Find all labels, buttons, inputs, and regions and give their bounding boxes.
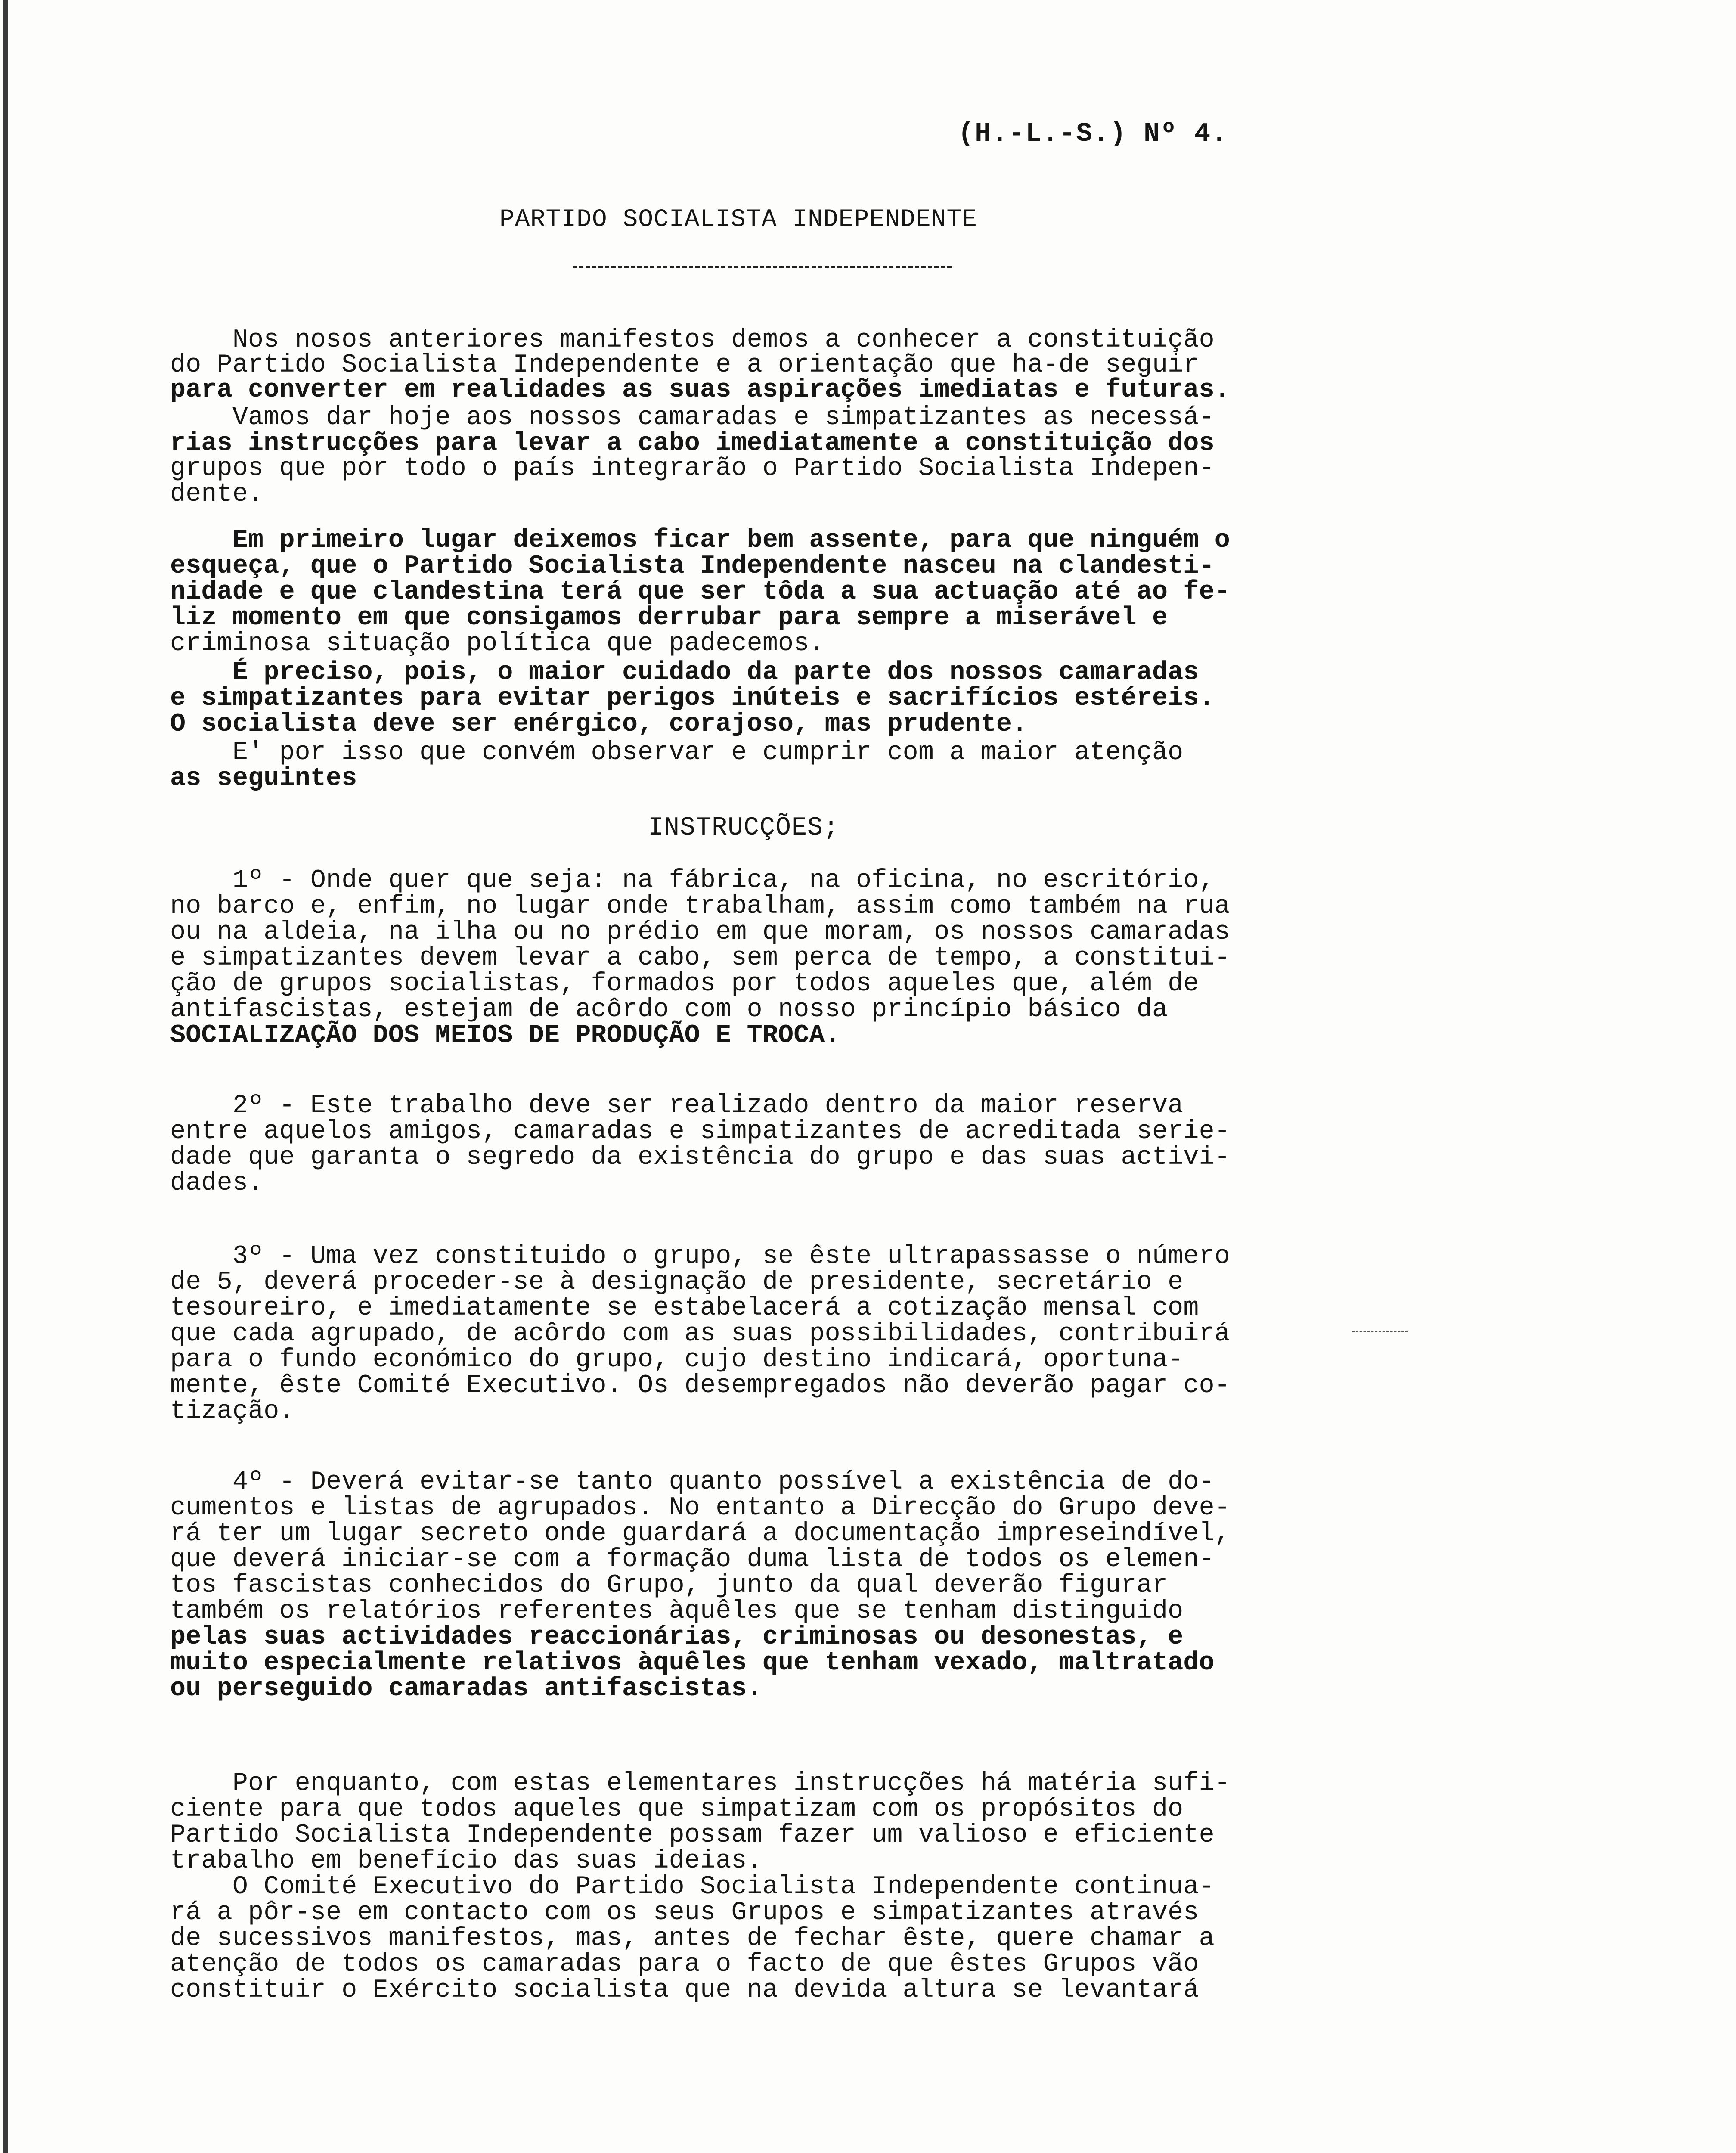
body-line: esqueça, que o Partido Socialista Independente nasceu na clandesti- — [170, 552, 1215, 581]
body-line: também os relatórios referentes àquêles que se tenham distinguido — [170, 1597, 1184, 1626]
body-line: dade que garanta o segredo da existência do grupo e das suas activi- — [170, 1143, 1230, 1172]
body-line: de 5, deverá proceder-se à designação de presidente, secretário e — [170, 1268, 1184, 1297]
body-line: O Comité Executivo do Partido Socialista Independente continua- — [170, 1872, 1215, 1902]
body-line: 4º - Deverá evitar-se tanto quanto possível a existência de do- — [170, 1467, 1215, 1497]
body-line: para converter em realidades as suas aspirações imediatas e futuras. — [170, 375, 1230, 405]
body-line: pelas suas actividades reaccionárias, criminosas ou desonestas, e — [170, 1623, 1184, 1652]
body-line: muito especialmente relativos àquêles que tenham vexado, maltratado — [170, 1648, 1215, 1678]
body-line: que deverá iniciar-se com a formação duma lista de todos os elemen- — [170, 1545, 1215, 1574]
body-line: Em primeiro lugar deixemos ficar bem assente, para que ninguém o — [170, 526, 1230, 555]
body-line: Partido Socialista Independente possam fazer um valioso e eficiente — [170, 1821, 1215, 1850]
body-line: rá a pôr-se em contacto com os seus Grupos e simpatizantes através — [170, 1898, 1199, 1927]
body-line: cumentos e listas de agrupados. No entanto a Direcção do Grupo deve- — [170, 1493, 1230, 1523]
body-line: as seguintes — [170, 764, 357, 793]
body-line: Por enquanto, com estas elementares instrucções há matéria sufi- — [170, 1769, 1230, 1798]
body-line: mente, êste Comité Executivo. Os desempregados não deverão pagar co- — [170, 1371, 1230, 1400]
body-line: ou na aldeia, na ilha ou no prédio em que moram, os nossos camaradas — [170, 918, 1230, 947]
body-line: antifascistas, estejam de acôrdo com o nosso princípio básico da — [170, 995, 1168, 1024]
body-line: Vamos dar hoje aos nossos camaradas e simpatizantes as necessá- — [170, 403, 1215, 432]
body-line: dente. — [170, 480, 264, 509]
body-line: de sucessivos manifestos, mas, antes de fechar êste, quere chamar a — [170, 1924, 1215, 1953]
body-line: E' por isso que convém observar e cumprir com a maior atenção — [170, 738, 1184, 767]
body-line: 2º - Este trabalho deve ser realizado dentro da maior reserva — [170, 1091, 1184, 1120]
body-line: 3º - Uma vez constituido o grupo, se êste ultrapassasse o número — [170, 1242, 1230, 1271]
body-line: do Partido Socialista Independente e a orientação que ha-de seguir — [170, 351, 1199, 380]
body-line: liz momento em que consigamos derrubar para sempre a miserável e — [170, 603, 1168, 633]
body-line: constituir o Exército socialista que na devida altura se levantará — [170, 1976, 1199, 2005]
body-line: tização. — [170, 1397, 295, 1426]
instructions-heading: INSTRUCÇÕES; — [648, 813, 840, 843]
body-line: no barco e, enfim, no lugar onde trabalham, assim como também na rua — [170, 892, 1230, 921]
body-line: ção de grupos socialistas, formados por todos aqueles que, além de — [170, 969, 1199, 999]
body-line: tesoureiro, e imediatamente se estabelacerá a cotização mensal com — [170, 1294, 1199, 1323]
body-line: ciente para que todos aqueles que simpatizam com os propósitos do — [170, 1795, 1184, 1824]
body-line: criminosa situação política que padecemos. — [170, 629, 825, 658]
margin-mark — [1352, 1331, 1408, 1332]
body-line: tos fascistas conhecidos do Grupo, junto da qual deverão figurar — [170, 1571, 1168, 1600]
body-line: e simpatizantes devem levar a cabo, sem perca de tempo, a constitui- — [170, 943, 1230, 973]
body-line: dades. — [170, 1169, 264, 1198]
title-underline — [573, 266, 952, 268]
body-line: ou perseguido camaradas antifascistas. — [170, 1674, 763, 1703]
page-edge-shadow — [3, 0, 8, 2153]
body-line: rá ter um lugar secreto onde guardará a documentação impreseindível, — [170, 1519, 1230, 1548]
body-line: entre aquelos amigos, camaradas e simpatizantes de acreditada serie- — [170, 1117, 1230, 1146]
body-line: SOCIALIZAÇÃO DOS MEIOS DE PRODUÇÃO E TROCA. — [170, 1021, 840, 1050]
body-line: atenção de todos os camaradas para o facto de que êstes Grupos vão — [170, 1950, 1199, 1979]
body-line: O socialista deve ser enérgico, corajoso, mas prudente. — [170, 710, 1028, 739]
body-line: nidade e que clandestina terá que ser tôda a sua actuação até ao fe- — [170, 577, 1230, 607]
body-line: 1º - Onde quer que seja: na fábrica, na oficina, no escritório, — [170, 866, 1215, 895]
body-line: trabalho em benefício das suas ideias. — [170, 1846, 763, 1876]
body-line: rias instrucções para levar a cabo imediatamente a constituição dos — [170, 429, 1215, 458]
body-line: e simpatizantes para evitar perigos inúteis e sacrifícios estéreis. — [170, 684, 1215, 713]
document-title: PARTIDO SOCIALISTA INDEPENDENTE — [499, 206, 977, 234]
body-line: que cada agrupado, de acôrdo com as suas possibilidades, contribuirá — [170, 1319, 1230, 1349]
body-line: Nos nosos anteriores manifestos demos a conhecer a constituição — [170, 326, 1215, 355]
body-line: para o fundo económico do grupo, cujo destino indicará, oportuna- — [170, 1345, 1184, 1374]
document-reference: (H.-L.-S.) Nº 4. — [958, 118, 1228, 149]
body-line: grupos que por todo o país integrarão o Partido Socialista Indepen- — [170, 454, 1215, 483]
body-line: É preciso, pois, o maior cuidado da parte dos nossos camaradas — [170, 658, 1199, 687]
